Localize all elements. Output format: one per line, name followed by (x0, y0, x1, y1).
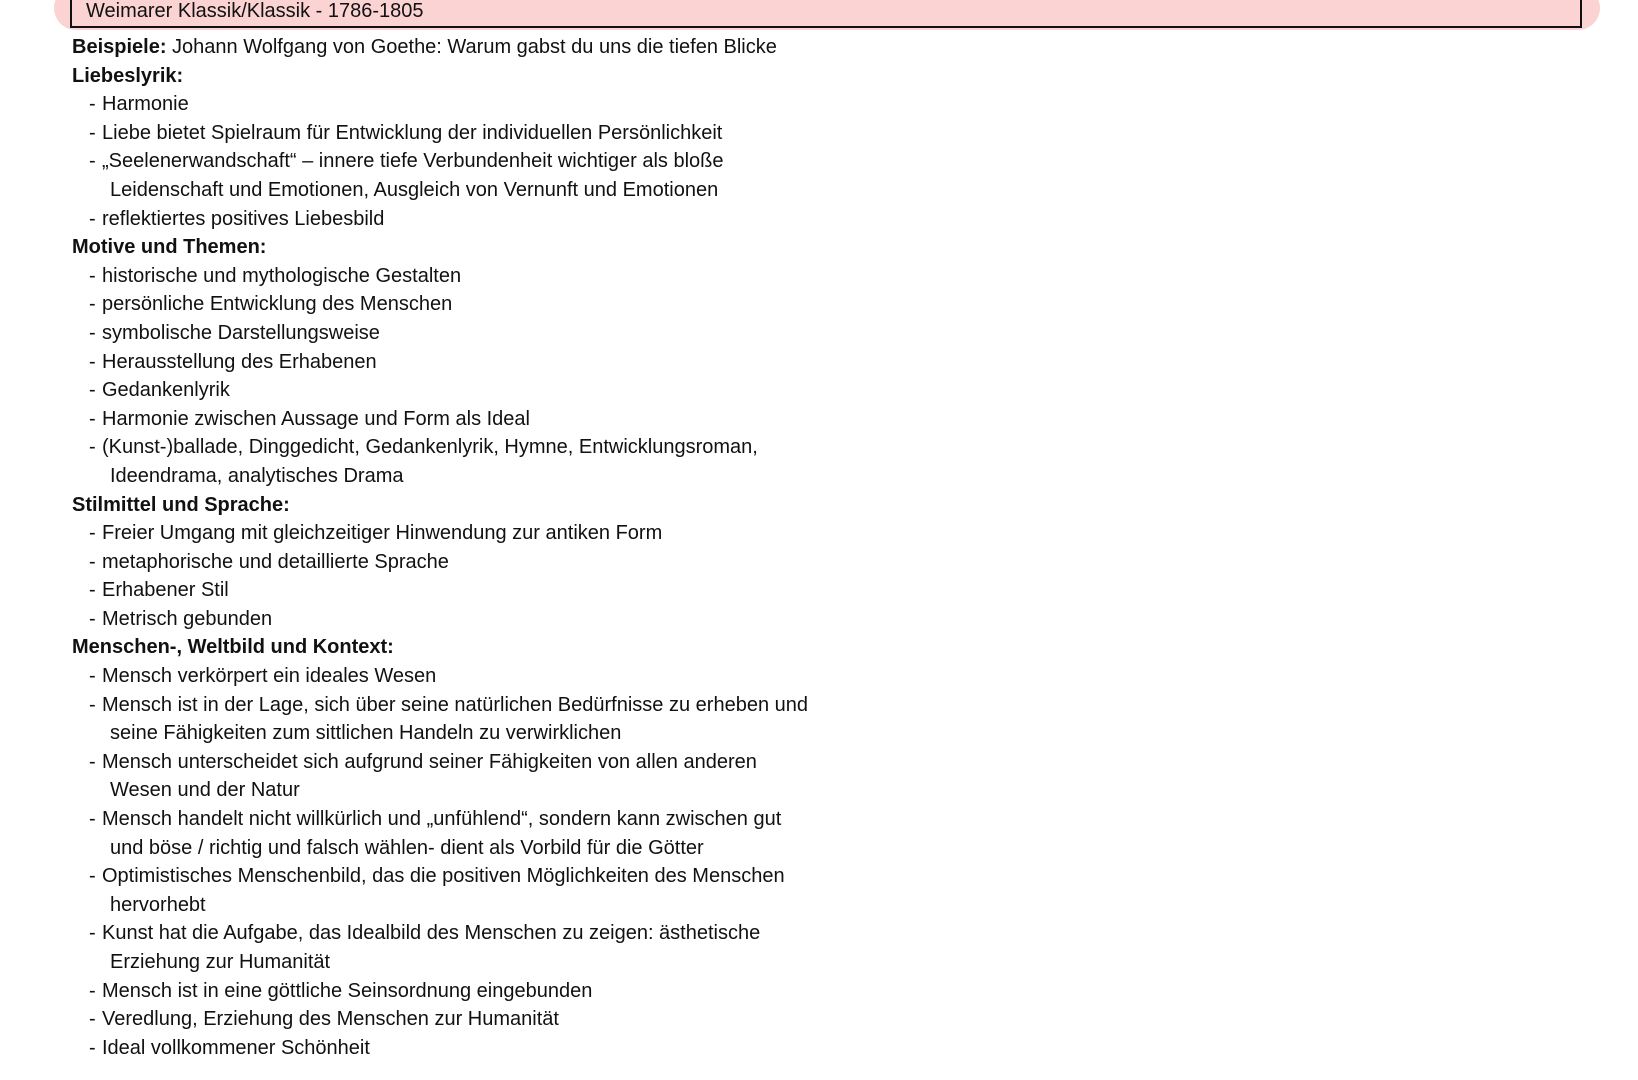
bullet-dash-icon: - (89, 1008, 96, 1031)
list-item-text: Kunst hat die Aufgabe, das Idealbild des Menschen zu zeigen: ästhetische (102, 922, 761, 945)
list-item-text: Mensch ist in eine göttliche Seinsordnung eingebunden (102, 979, 593, 1002)
list-item (72, 205, 1072, 234)
list-item (72, 405, 1072, 434)
bullet-dash-icon: - (89, 979, 96, 1002)
list-item (72, 1034, 1072, 1063)
list-item-continuation (72, 834, 1072, 863)
list-item-text: hervorhebt (110, 893, 206, 916)
header-box (70, 0, 1582, 28)
bullet-dash-icon: - (89, 522, 96, 545)
list-item-text: Herausstellung des Erhabenen (102, 350, 377, 373)
bullet-dash-icon: - (89, 550, 96, 573)
bullet-dash-icon: - (89, 121, 96, 144)
list-item (72, 977, 1072, 1006)
list-item-text: Veredlung, Erziehung des Menschen zur Humanität (102, 1008, 559, 1031)
list-item-text: Harmonie zwischen Aussage und Form als Ideal (102, 407, 530, 430)
bullet-dash-icon: - (89, 150, 96, 173)
bullet-dash-icon: - (89, 264, 96, 287)
list-item (72, 691, 1072, 720)
list-item (72, 348, 1072, 377)
list-item-text: Erhabener Stil (102, 579, 229, 602)
list-item-text: symbolische Darstellungsweise (102, 321, 380, 344)
list-item-continuation (72, 176, 1072, 205)
section-heading: Liebeslyrik: (72, 64, 184, 87)
list-item-text: Mensch unterscheidet sich aufgrund seiner Fähigkeiten von allen anderen (102, 750, 757, 773)
bullet-dash-icon: - (89, 321, 96, 344)
list-item (72, 290, 1072, 319)
bullet-dash-icon: - (89, 693, 96, 716)
bullet-dash-icon: - (89, 93, 96, 116)
list-item-text: historische und mythologische Gestalten (102, 264, 462, 287)
list-item-text: Wesen und der Natur (110, 779, 300, 802)
list-item-text: Erziehung zur Humanität (110, 951, 331, 973)
list-item-text: Ideendrama, analytisches Drama (110, 464, 404, 487)
list-item (72, 748, 1072, 777)
list-item-text: Mensch verkörpert ein ideales Wesen (102, 665, 437, 688)
list-item-text: Mensch handelt nicht willkürlich und „unfühlend“, sondern kann zwischen gut (102, 808, 782, 831)
list-item-continuation (72, 948, 1072, 977)
list-item (72, 605, 1072, 634)
list-item (72, 662, 1072, 691)
bullet-dash-icon: - (89, 293, 96, 316)
examples-line (72, 33, 1072, 62)
list-item (72, 119, 1072, 148)
bullet-dash-icon: - (89, 207, 96, 230)
list-item (72, 862, 1072, 891)
list-item (72, 319, 1072, 348)
list-item (72, 376, 1072, 405)
list-item-text: Mensch ist in der Lage, sich über seine natürlichen Bedürfnisse zu erheben und (102, 693, 808, 716)
list-item (72, 1005, 1072, 1034)
bullet-dash-icon: - (89, 607, 96, 630)
section-heading: Motive und Themen: (72, 236, 267, 259)
list-item-continuation (72, 776, 1072, 805)
list-item (72, 262, 1072, 291)
list-item-text: Optimistisches Menschenbild, das die positiven Möglichkeiten des Menschen (102, 865, 785, 888)
list-item (72, 805, 1072, 834)
bullet-dash-icon: - (89, 350, 96, 373)
list-item-text: persönliche Entwicklung des Menschen (102, 293, 453, 316)
bullet-dash-icon: - (89, 1036, 96, 1059)
bullet-dash-icon: - (89, 579, 96, 602)
list-item (72, 433, 1072, 462)
list-item-continuation (72, 891, 1072, 920)
list-item (72, 519, 1072, 548)
section-heading: Menschen-, Weltbild und Kontext: (72, 636, 394, 659)
list-item-continuation (72, 719, 1072, 748)
list-item (72, 576, 1072, 605)
list-item-text: Freier Umgang mit gleichzeitiger Hinwendung zur antiken Form (102, 522, 663, 545)
list-item-text: Gedankenlyrik (102, 379, 230, 402)
document-body (72, 33, 1072, 1062)
list-item (72, 147, 1072, 176)
examples-label: Beispiele: (72, 36, 167, 58)
list-item-text: seine Fähigkeiten zum sittlichen Handeln zu verwirklichen (110, 722, 622, 745)
list-item-continuation (72, 462, 1072, 491)
bullet-dash-icon: - (89, 865, 96, 888)
list-item-text: Ideal vollkommener Schönheit (102, 1036, 370, 1059)
page-title: Weimarer Klassik/Klassik - 1786-1805 (86, 0, 424, 22)
bullet-dash-icon: - (89, 407, 96, 430)
list-item (72, 548, 1072, 577)
list-item-text: Metrisch gebunden (102, 607, 273, 630)
bullet-dash-icon: - (89, 808, 96, 831)
list-item-text: Harmonie (102, 93, 189, 116)
bullet-dash-icon: - (89, 922, 96, 945)
list-item (72, 90, 1072, 119)
list-item-text: „Seelenerwandschaft“ – innere tiefe Verbundenheit wichtiger als bloße (102, 150, 724, 173)
list-item-text: (Kunst-)ballade, Dinggedicht, Gedankenlyrik, Hymne, Entwicklungsroman, (102, 436, 758, 459)
bullet-dash-icon: - (89, 750, 96, 773)
bullet-dash-icon: - (89, 379, 96, 402)
examples-text: Johann Wolfgang von Goethe: Warum gabst du uns die tiefen Blicke (166, 36, 777, 58)
section-heading: Stilmittel und Sprache: (72, 493, 290, 516)
list-item-text: reflektiertes positives Liebesbild (102, 207, 385, 230)
list-item-text: metaphorische und detaillierte Sprache (102, 550, 449, 573)
bullet-dash-icon: - (89, 665, 96, 688)
list-item (72, 919, 1072, 948)
list-item-text: und böse / richtig und falsch wählen- dient als Vorbild für die Götter (110, 836, 704, 859)
list-item-text: Liebe bietet Spielraum für Entwicklung der individuellen Persönlichkeit (102, 121, 723, 144)
bullet-dash-icon: - (89, 436, 96, 459)
list-item-text: Leidenschaft und Emotionen, Ausgleich von Vernunft und Emotionen (110, 178, 719, 201)
